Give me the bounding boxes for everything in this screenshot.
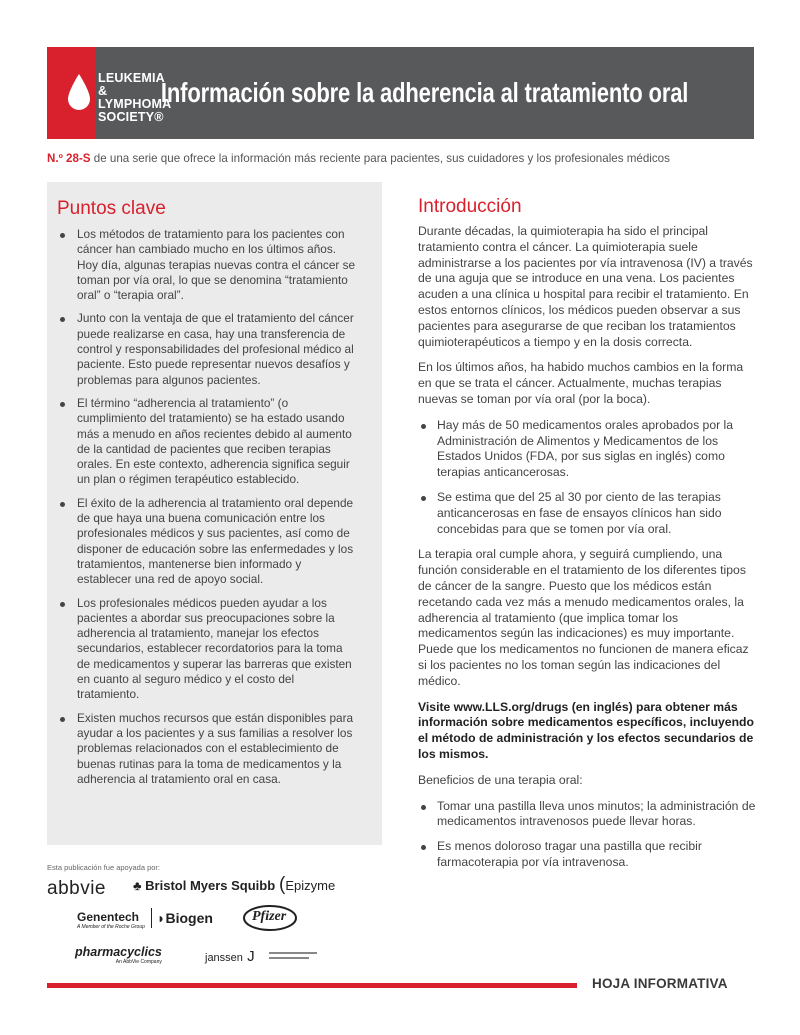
title-block — [95, 47, 754, 139]
introduction-section — [418, 196, 758, 881]
intro-paragraph: En los últimos años, ha habido muchos cambios en la forma en que se trata el cáncer. Actualmente, muchas terapias nuevas se toman por vía oral (por la boca). — [418, 360, 744, 406]
sponsors-label: Esta publicación fue apoyada por: — [47, 863, 160, 872]
jnj-fineprint — [269, 952, 317, 954]
key-point-item — [57, 311, 357, 387]
key-point-item — [57, 496, 357, 588]
intro-bullet-list — [418, 418, 758, 538]
key-points-title: Puntos clave — [57, 198, 166, 219]
intro-paragraph: La terapia oral cumple ahora, y seguirá cumpliendo, una función considerable en el tratamiento de los diferentes tipos de cáncer de la sangre. Puesto que los médicos están recetando cada vez más a menudo medicamentos orales, la adherencia al tratamiento (que implica tomar los medicamentos según las indicaciones) es muy importante. Puede que los medicamentos no funcionen de manera eficaz si los pacientes no los toman según las indicaciones del médico. — [418, 547, 749, 688]
bullet-icon — [60, 233, 65, 238]
intro-bullet — [418, 490, 758, 537]
benefit-bullet-text: Tomar una pastilla lleva unos minutos; la administración de medicamentos intravenosos puede llevar horas. — [437, 798, 756, 829]
logo-divider — [151, 908, 152, 928]
pfizer-name: Pfizer — [252, 909, 287, 924]
header-banner — [47, 47, 754, 139]
biogen-icon: ◗ — [157, 910, 166, 926]
epizyme-logo — [279, 874, 335, 896]
benefit-bullet — [418, 799, 758, 831]
intro-bullet-text: Se estima que del 25 al 30 por ciento de las terapias anticancerosas en fase de ensayos clínicos han sido concebidas para que se tomen por vía oral. — [437, 489, 722, 536]
intro-bullet-text: Hay más de 50 medicamentos orales aprobados por la Administración de Alimentos y Medicamentos de los Estados Unidos (FDA, por sus siglas en inglés) como terapias anticancerosas. — [437, 417, 734, 480]
key-point-text: Los profesionales médicos pueden ayudar a los pacientes a abordar sus preocupaciones sobre la adherencia al tratamiento, manejar los efectos secundarios, establecer recordatorios para la toma de medicamentos y superar las barreras que existen en cuanto al seguro médico y el costo del tratamiento. — [77, 595, 352, 702]
janssen-logo — [205, 948, 255, 965]
key-point-item — [57, 396, 357, 488]
series-text: de una serie que ofrece la información más reciente para pacientes, sus cuidadores y los profesionales médicos — [90, 152, 670, 165]
bullet-icon — [60, 602, 65, 607]
blood-drop-icon — [66, 73, 92, 113]
biogen-name: Biogen — [165, 910, 213, 926]
intro-paragraph: Beneficios de una terapia oral: — [418, 772, 583, 787]
logo-line-3: SOCIETY® — [98, 110, 164, 124]
key-point-text: Los métodos de tratamiento para los pacientes con cáncer han cambiado mucho en los últimos años. Hoy día, algunas terapias nuevas contra el cáncer se toman por vía oral, lo que se denomina “tratamiento oral” o “terapia oral”. — [77, 227, 356, 303]
bms-name: Bristol Myers Squibb — [145, 878, 276, 893]
jnj-fineprint — [269, 957, 309, 959]
bullet-icon — [421, 496, 426, 501]
bullet-icon — [421, 424, 426, 429]
series-number: N.º 28-S — [47, 152, 91, 165]
key-point-item — [57, 596, 357, 703]
bullet-icon — [421, 845, 426, 850]
bullet-icon — [60, 317, 65, 322]
bms-icon: ♣ — [133, 878, 146, 893]
sponsor-logos — [47, 872, 382, 972]
key-point-item — [57, 711, 357, 787]
footer-red-bar — [47, 983, 577, 988]
bullet-icon — [421, 805, 426, 810]
bms-logo — [133, 878, 275, 893]
epizyme-icon: ( — [279, 874, 286, 895]
series-line — [47, 152, 767, 165]
abbvie-logo: abbvie — [47, 878, 106, 899]
janssen-icon: J — [242, 948, 255, 965]
pharmacyclics-tagline: An AbbVie Company — [115, 959, 162, 965]
benefit-bullet-text: Es menos doloroso tragar una pastilla que recibir farmacoterapia por vía intravenosa. — [437, 839, 702, 869]
lls-logo — [47, 47, 172, 139]
lls-drugs-link-text: Visite www.LLS.org/drugs (en inglés) para obtener más información sobre medicamentos específicos, incluyendo el método de administración y los efectos secundarios de los mismos. — [418, 699, 754, 761]
genentech-name: Genentech — [77, 910, 140, 924]
key-points-list — [57, 227, 357, 795]
epizyme-name: Epizyme — [285, 878, 336, 893]
key-point-item — [57, 227, 357, 303]
intro-paragraph: Durante décadas, la quimioterapia ha sido el principal tratamiento contra el cáncer. La quimioterapia suele administrarse a los pacientes por vía intravenosa (IV) a través de una aguja que se introduce en una vena. Los pacientes acuden a una clínica u hospital para recibir el tratamiento. En estos entornos clínicos, los médicos pueden observar a sus pacientes para asegurarse de que reciban los tratamientos quimioterapéuticos a tiempo y en la dosis correcta. — [418, 224, 753, 349]
pharmacyclics-logo — [75, 945, 162, 965]
key-points-panel — [47, 182, 382, 845]
key-point-text: Junto con la ventaja de que el tratamiento del cáncer puede realizarse en casa, hay una transferencia de control y responsabilidades del profesional médico al paciente. Esto puede representar nuevos desafíos y problemas para algunos pacientes. — [77, 311, 354, 387]
fact-sheet-label: HOJA INFORMATIVA — [592, 976, 728, 991]
bullet-icon — [60, 402, 65, 407]
key-point-text: El éxito de la adherencia al tratamiento oral depende de que haya una buena comunicación entre los profesionales médicos y sus pacientes, así como de disponer de educación sobre las enfermedades y los tratamientos, mantenerse bien informado y establecer una red de apoyo social. — [77, 495, 354, 587]
benefits-bullet-list — [418, 799, 758, 871]
janssen-name: janssen — [205, 952, 243, 964]
key-point-text: Existen muchos recursos que están disponibles para ayudar a los pacientes y a sus familias a resolver los problemas relacionados con el establecimiento de buenas rutinas para la toma de medicamentos y la adherencia al tratamiento oral en casa. — [77, 710, 354, 786]
intro-bullet — [418, 418, 758, 481]
benefit-bullet — [418, 839, 758, 871]
bullet-icon — [60, 502, 65, 507]
introduction-title: Introducción — [418, 196, 522, 217]
genentech-logo — [77, 910, 145, 930]
page-title: Información sobre la adherencia al tratamiento oral — [160, 77, 689, 108]
pharmacyclics-name: pharmacyclics — [75, 945, 162, 959]
bullet-icon — [60, 717, 65, 722]
logo-line-2: LYMPHOMA — [98, 97, 172, 111]
key-point-text: El término “adherencia al tratamiento” (o cumplimiento del tratamiento) se ha estado usando más a menudo en años recientes debido al aumento de la cantidad de pacientes que reciben terapias orales. En este contexto, adherencia significa seguir un plan o régimen terapéutico establecido. — [77, 395, 352, 487]
biogen-logo — [157, 910, 213, 926]
logo-line-1: LEUKEMIA & — [98, 71, 165, 98]
genentech-tagline: A Member of the Roche Group — [77, 924, 145, 930]
